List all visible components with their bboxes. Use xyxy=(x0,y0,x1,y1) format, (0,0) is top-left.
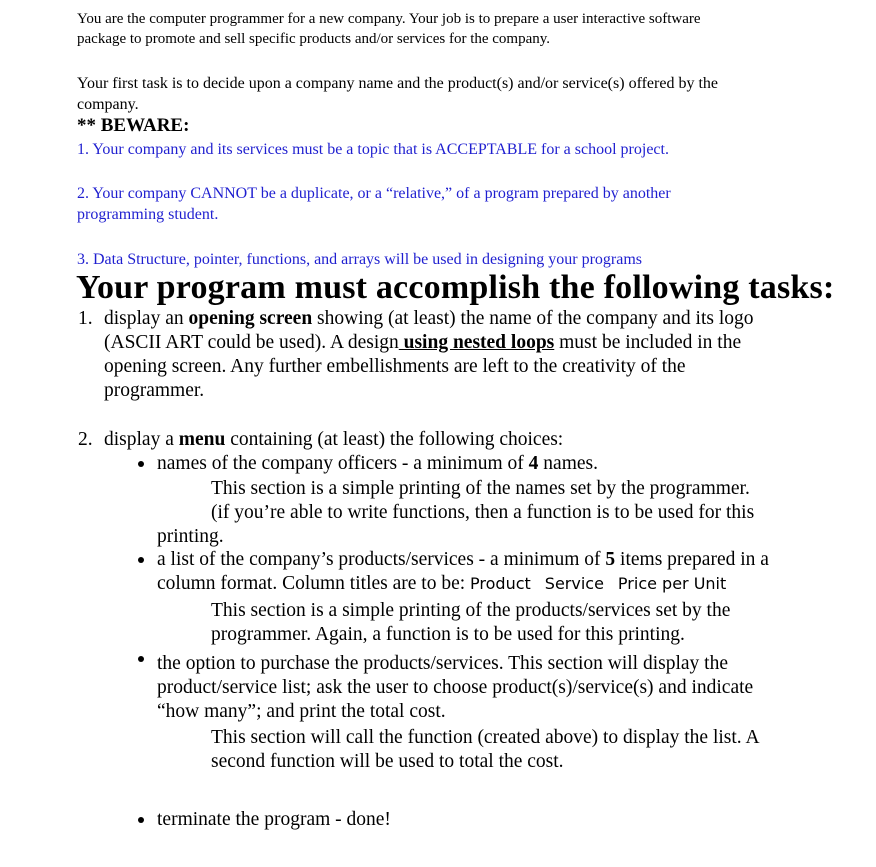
beware-item-2-line-2: programming student. xyxy=(77,206,219,223)
bullet-2-column-intro: column format. Column titles are to be: xyxy=(157,573,471,594)
bullet-1-min-count: 4 xyxy=(528,453,539,474)
bullet-1-text-a: names of the company officers - a minimum of xyxy=(157,453,529,474)
bullet-2-text-a: a list of the company’s products/services - a minimum of xyxy=(157,549,606,570)
first-task-line-2: company. xyxy=(77,96,139,113)
task-1-line-1 xyxy=(104,307,754,331)
task-1-nested-loops: using nested loops xyxy=(398,332,555,353)
first-task-line-1: Your first task is to decide upon a company name and the product(s) and/or service(s) offered by the xyxy=(77,75,719,92)
task-1-line-2 xyxy=(104,331,741,355)
task-1-opening-screen: opening screen xyxy=(188,308,313,329)
beware-heading: ** BEWARE: xyxy=(77,115,190,136)
bullet-3-line-3: “how many”; and print the total cost. xyxy=(157,701,446,722)
beware-item-1: 1. Your company and its services must be a topic that is ACCEPTABLE for a school project. xyxy=(77,141,669,158)
bullet-icon xyxy=(138,656,144,662)
task-1-line-3: opening screen. Any further embellishments are left to the creativity of the xyxy=(104,356,686,377)
task-2-text-c: containing (at least) the following choices: xyxy=(225,429,564,450)
column-title-service: Service xyxy=(544,574,604,593)
beware-item-3: 3. Data Structure, pointer, functions, and arrays will be used in designing your programs xyxy=(77,251,643,268)
bullet-3-detail-2: second function will be used to total the cost. xyxy=(211,751,564,772)
bullet-3-detail-1: This section will call the function (created above) to display the list. A xyxy=(211,727,760,748)
bullet-1-detail-3: printing. xyxy=(157,526,224,547)
bullet-1-line-1 xyxy=(157,452,598,476)
bullet-1-detail-1: This section is a simple printing of the names set by the programmer. xyxy=(211,478,750,499)
bullet-2-line-1 xyxy=(157,548,769,572)
bullet-2-text-c: items prepared in a xyxy=(615,549,769,570)
task-1-l2-text-a: (ASCII ART could be used). A design xyxy=(104,332,399,353)
bullet-icon xyxy=(138,557,144,563)
bullet-2-line-2 xyxy=(157,572,726,596)
task-2-number: 2. xyxy=(78,429,93,450)
task-1-text-c: showing (at least) the name of the company and its logo xyxy=(312,308,754,329)
task-1-number: 1. xyxy=(78,308,93,329)
bullet-2-min-count: 5 xyxy=(605,549,616,570)
bullet-icon xyxy=(138,461,144,467)
bullet-icon xyxy=(138,817,144,823)
task-2-text-a: display a xyxy=(104,429,179,450)
bullet-3-line-2: product/service list; ask the user to choose product(s)/service(s) and indicate xyxy=(157,677,754,698)
bullet-3-line-1: the option to purchase the products/services. This section will display the xyxy=(157,653,728,674)
intro-line-1: You are the computer programmer for a new company. Your job is to prepare a user interactive software xyxy=(77,11,701,27)
task-1-l2-text-c: must be included in the xyxy=(554,332,742,353)
section-title: Your program must accomplish the following tasks: xyxy=(76,269,835,306)
bullet-4-line-1: terminate the program - done! xyxy=(157,809,391,830)
column-title-price: Price per Unit xyxy=(617,574,727,593)
intro-line-2: package to promote and sell specific products and/or services for the company. xyxy=(77,31,551,47)
bullet-1-text-c: names. xyxy=(538,453,598,474)
bullet-1-detail-2: (if you’re able to write functions, then a function is to be used for this xyxy=(211,502,755,523)
bullet-2-detail-1: This section is a simple printing of the products/services set by the xyxy=(211,600,731,621)
bullet-2-detail-2: programmer. Again, a function is to be used for this printing. xyxy=(211,624,685,645)
task-2-line-1 xyxy=(104,428,563,452)
task-1-text-a: display an xyxy=(104,308,189,329)
task-2-menu: menu xyxy=(178,429,226,450)
beware-item-2-line-1: 2. Your company CANNOT be a duplicate, or a “relative,” of a program prepared by another xyxy=(77,185,671,202)
column-title-product: Product xyxy=(470,574,531,593)
task-1-line-4: programmer. xyxy=(104,380,205,401)
